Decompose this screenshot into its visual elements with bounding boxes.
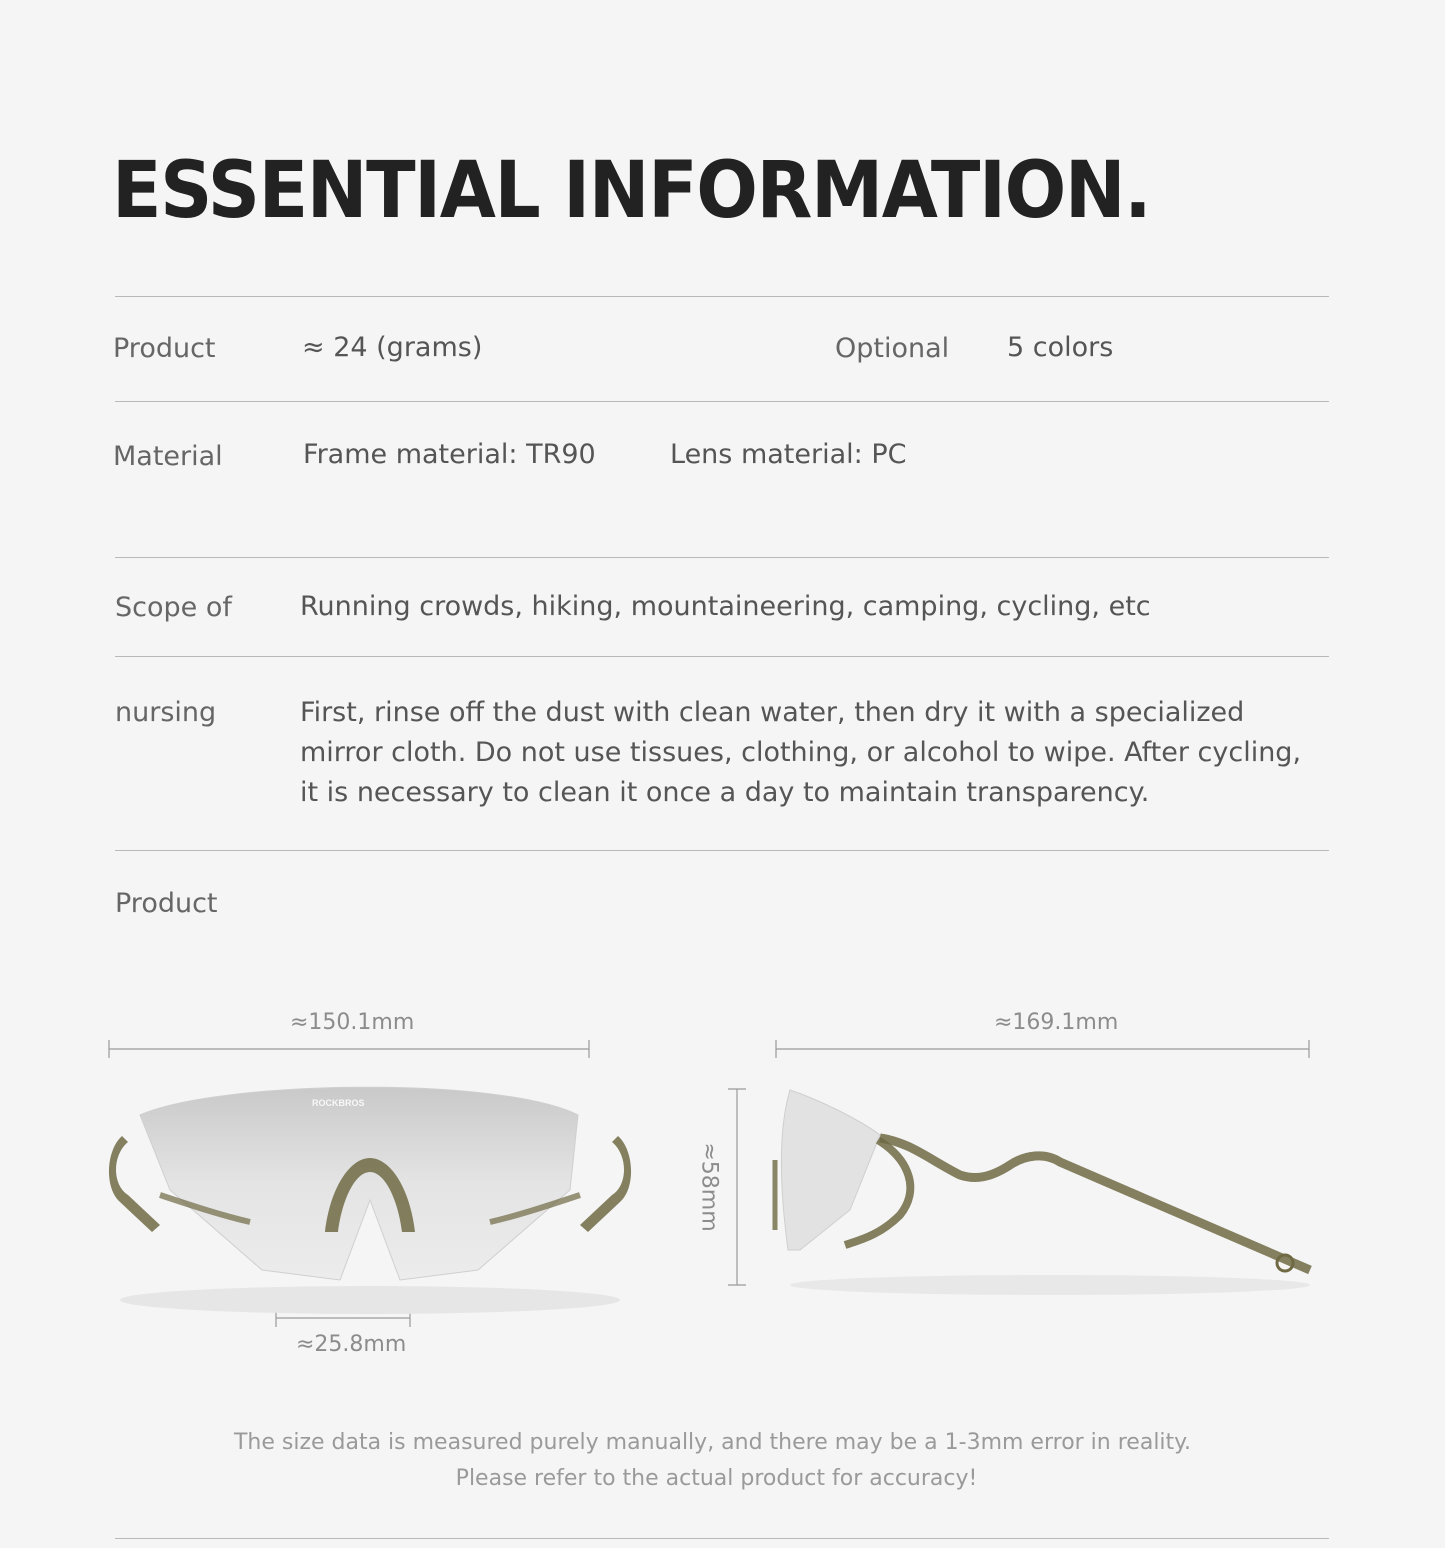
height-label: ≈58mm bbox=[696, 1142, 722, 1232]
frame-material-value: Frame material: TR90 bbox=[303, 439, 596, 470]
brand-logo: ROCKBROS bbox=[312, 1098, 365, 1108]
page-title: ESSENTIAL INFORMATION. bbox=[112, 146, 1151, 236]
material-label: Material bbox=[113, 441, 223, 472]
divider bbox=[115, 1538, 1329, 1539]
disclaimer-line-1: The size data is measured purely manually, and there may be a 1-3mm error in reality. bbox=[233, 1430, 1192, 1455]
product-size-label: Product bbox=[115, 888, 218, 919]
scope-label: Scope of bbox=[115, 592, 232, 623]
product-weight-value: ≈ 24 (grams) bbox=[302, 332, 483, 363]
bridge-width-label: ≈25.8mm bbox=[296, 1332, 407, 1357]
glasses-front-view bbox=[100, 1070, 640, 1330]
nursing-value: First, rinse off the dust with clean water, then dry it with a specialized mirror cloth. Do not use tissues, clothing, or alcohol to wipe. After cycling, it is necessary to clean it once a day to maintain transparency. bbox=[300, 697, 1302, 808]
glasses-side-view bbox=[760, 1080, 1320, 1310]
front-width-label: ≈150.1mm bbox=[290, 1010, 415, 1035]
nursing-label: nursing bbox=[115, 697, 217, 728]
product-weight-label: Product bbox=[113, 333, 216, 364]
optional-label: Optional bbox=[835, 333, 950, 364]
lens-material-value: Lens material: PC bbox=[670, 439, 907, 470]
side-length-label: ≈169.1mm bbox=[994, 1010, 1119, 1035]
optional-value: 5 colors bbox=[1007, 332, 1114, 363]
scope-value: Running crowds, hiking, mountaineering, camping, cycling, etc bbox=[300, 591, 1151, 622]
disclaimer-line-2: Please refer to the actual product for accuracy! bbox=[455, 1466, 978, 1491]
